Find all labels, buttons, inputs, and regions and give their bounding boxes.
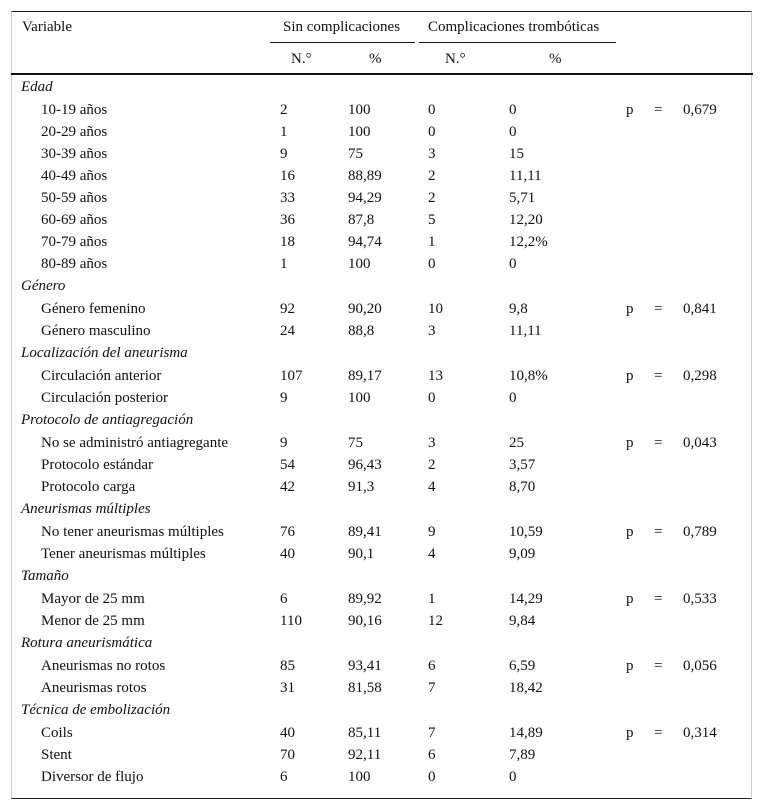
cell-pct-no-complications: 89,41	[348, 524, 382, 540]
cell-n-no-complications: 1	[280, 256, 288, 272]
p-value: 0,043	[683, 435, 717, 451]
row-label: 50-59 años	[41, 190, 108, 206]
row-label: Menor de 25 mm	[41, 613, 145, 629]
cell-pct-no-complications: 75	[348, 146, 363, 162]
cell-pct-thrombotic: 0	[509, 124, 517, 140]
cell-pct-no-complications: 87,8	[348, 212, 375, 228]
cell-n-no-complications: 9	[280, 390, 288, 406]
cell-n-no-complications: 110	[280, 613, 302, 629]
table-row	[0, 432, 764, 454]
section-title: Aneurismas múltiples	[21, 501, 151, 517]
cell-pct-thrombotic: 9,8	[509, 301, 528, 317]
row-label: 10-19 años	[41, 102, 108, 118]
cell-pct-thrombotic: 12,20	[509, 212, 543, 228]
cell-pct-no-complications: 91,3	[348, 479, 375, 495]
cell-n-no-complications: 70	[280, 747, 295, 763]
row-label: Mayor de 25 mm	[41, 591, 145, 607]
p-value: 0,841	[683, 301, 717, 317]
cell-pct-thrombotic: 25	[509, 435, 524, 451]
cell-n-no-complications: 36	[280, 212, 295, 228]
header-group-no-complications: Sin complicaciones	[283, 19, 401, 35]
table-row	[0, 365, 764, 387]
section-header	[0, 275, 764, 297]
table-row	[0, 187, 764, 209]
cell-n-no-complications: 54	[280, 457, 295, 473]
cell-n-thrombotic: 3	[428, 323, 436, 339]
section-header	[0, 699, 764, 721]
cell-pct-no-complications: 100	[348, 256, 371, 272]
cell-pct-thrombotic: 10,59	[509, 524, 543, 540]
p-value: 0,789	[683, 524, 717, 540]
section-header	[0, 342, 764, 364]
cell-pct-no-complications: 75	[348, 435, 363, 451]
cell-pct-thrombotic: 14,29	[509, 591, 543, 607]
cell-n-thrombotic: 10	[428, 301, 443, 317]
cell-n-no-complications: 107	[280, 368, 303, 384]
cell-n-thrombotic: 1	[428, 591, 436, 607]
header-rule	[11, 73, 753, 75]
cell-n-no-complications: 16	[280, 168, 295, 184]
p-equals: =	[654, 658, 663, 674]
cell-n-thrombotic: 3	[428, 435, 436, 451]
section-header	[0, 632, 764, 654]
table-row	[0, 121, 764, 143]
p-equals: =	[654, 591, 663, 607]
cell-pct-no-complications: 94,74	[348, 234, 382, 250]
section-title: Rotura aneurismática	[21, 635, 153, 651]
p-label: p	[626, 301, 634, 317]
row-label: Género masculino	[41, 323, 151, 339]
table-row	[0, 298, 764, 320]
row-label: 20-29 años	[41, 124, 108, 140]
cell-pct-thrombotic: 0	[509, 256, 517, 272]
section-title: Protocolo de antiagregación	[21, 412, 194, 428]
section-header	[0, 409, 764, 431]
cell-pct-no-complications: 89,92	[348, 591, 382, 607]
row-label: Aneurismas no rotos	[41, 658, 166, 674]
cell-pct-no-complications: 85,11	[348, 725, 382, 741]
cell-n-thrombotic: 0	[428, 124, 436, 140]
cell-pct-thrombotic: 18,42	[509, 680, 543, 696]
cell-pct-thrombotic: 6,59	[509, 658, 536, 674]
cell-pct-no-complications: 89,17	[348, 368, 382, 384]
cell-pct-no-complications: 92,11	[348, 747, 382, 763]
p-equals: =	[654, 435, 663, 451]
cell-pct-no-complications: 88,89	[348, 168, 382, 184]
row-label: Stent	[41, 747, 72, 763]
cell-n-thrombotic: 0	[428, 769, 436, 785]
cell-n-thrombotic: 9	[428, 524, 436, 540]
cell-pct-thrombotic: 7,89	[509, 747, 536, 763]
cell-n-no-complications: 40	[280, 546, 295, 562]
cell-n-no-complications: 6	[280, 769, 288, 785]
cell-n-thrombotic: 7	[428, 725, 436, 741]
header-n-2: N.°	[445, 51, 466, 67]
cell-n-thrombotic: 5	[428, 212, 436, 228]
cell-pct-thrombotic: 0	[509, 390, 517, 406]
cell-n-thrombotic: 6	[428, 658, 436, 674]
p-label: p	[626, 368, 634, 384]
cell-n-thrombotic: 0	[428, 102, 436, 118]
row-label: Coils	[41, 725, 73, 741]
cell-pct-no-complications: 90,16	[348, 613, 382, 629]
table-row	[0, 99, 764, 121]
p-label: p	[626, 658, 634, 674]
cell-pct-thrombotic: 8,70	[509, 479, 536, 495]
section-title: Género	[21, 278, 66, 294]
cell-n-thrombotic: 4	[428, 546, 436, 562]
p-label: p	[626, 102, 634, 118]
table-row	[0, 143, 764, 165]
cell-n-no-complications: 92	[280, 301, 295, 317]
table-row	[0, 610, 764, 632]
cell-n-no-complications: 31	[280, 680, 295, 696]
row-label: Circulación posterior	[41, 390, 169, 406]
cell-pct-no-complications: 100	[348, 124, 371, 140]
row-label: Género femenino	[41, 301, 146, 317]
cell-n-thrombotic: 2	[428, 168, 436, 184]
cell-pct-thrombotic: 12,2%	[509, 234, 548, 250]
row-label: Protocolo carga	[41, 479, 136, 495]
cell-n-no-complications: 40	[280, 725, 295, 741]
table-row	[0, 588, 764, 610]
table-row	[0, 543, 764, 565]
cell-n-no-complications: 9	[280, 435, 288, 451]
row-label: No tener aneurismas múltiples	[41, 524, 224, 540]
p-value: 0,298	[683, 368, 717, 384]
cell-n-no-complications: 24	[280, 323, 295, 339]
cell-pct-thrombotic: 0	[509, 102, 517, 118]
cell-pct-thrombotic: 3,57	[509, 457, 536, 473]
table-row	[0, 320, 764, 342]
p-value: 0,314	[683, 725, 717, 741]
p-equals: =	[654, 725, 663, 741]
cell-pct-no-complications: 96,43	[348, 457, 382, 473]
cell-pct-thrombotic: 10,8%	[509, 368, 548, 384]
cell-pct-thrombotic: 11,11	[509, 323, 542, 339]
cell-n-no-complications: 1	[280, 124, 288, 140]
row-label: 80-89 años	[41, 256, 108, 272]
row-label: Protocolo estándar	[41, 457, 154, 473]
cell-pct-no-complications: 81,58	[348, 680, 382, 696]
cell-n-thrombotic: 1	[428, 234, 436, 250]
cell-pct-no-complications: 90,1	[348, 546, 375, 562]
table-row	[0, 209, 764, 231]
cell-n-thrombotic: 4	[428, 479, 436, 495]
row-label: Circulación anterior	[41, 368, 162, 384]
section-title: Localización del aneurisma	[21, 345, 188, 361]
p-label: p	[626, 435, 634, 451]
cell-pct-no-complications: 100	[348, 102, 371, 118]
cell-pct-no-complications: 93,41	[348, 658, 382, 674]
p-label: p	[626, 725, 634, 741]
cell-n-thrombotic: 3	[428, 146, 436, 162]
cell-n-no-complications: 2	[280, 102, 288, 118]
table-row	[0, 677, 764, 699]
cell-pct-thrombotic: 14,89	[509, 725, 543, 741]
row-label: 30-39 años	[41, 146, 108, 162]
table-row	[0, 387, 764, 409]
p-value: 0,533	[683, 591, 717, 607]
section-header	[0, 565, 764, 587]
cell-n-no-complications: 6	[280, 591, 288, 607]
table-row	[0, 521, 764, 543]
group2-underline	[419, 42, 616, 43]
p-equals: =	[654, 102, 663, 118]
row-label: 40-49 años	[41, 168, 108, 184]
table-row	[0, 744, 764, 766]
cell-n-no-complications: 18	[280, 234, 295, 250]
cell-n-thrombotic: 0	[428, 256, 436, 272]
cell-n-no-complications: 85	[280, 658, 295, 674]
row-label: Diversor de flujo	[41, 769, 144, 785]
row-label: Tener aneurismas múltiples	[41, 546, 206, 562]
section-title: Técnica de embolización	[21, 702, 171, 718]
cell-pct-no-complications: 100	[348, 769, 371, 785]
cell-pct-no-complications: 94,29	[348, 190, 382, 206]
table-row	[0, 454, 764, 476]
cell-n-thrombotic: 13	[428, 368, 443, 384]
cell-n-thrombotic: 2	[428, 457, 436, 473]
row-label: Aneurismas rotos	[41, 680, 147, 696]
header-group-thrombotic: Complicaciones trombóticas	[428, 19, 600, 35]
table-row	[0, 231, 764, 253]
header-variable: Variable	[22, 19, 72, 35]
p-equals: =	[654, 301, 663, 317]
cell-pct-no-complications: 88,8	[348, 323, 375, 339]
cell-n-no-complications: 76	[280, 524, 295, 540]
cell-pct-thrombotic: 5,71	[509, 190, 536, 206]
cell-n-thrombotic: 0	[428, 390, 436, 406]
row-label: 60-69 años	[41, 212, 108, 228]
cell-n-no-complications: 9	[280, 146, 288, 162]
cell-pct-thrombotic: 0	[509, 769, 517, 785]
row-label: 70-79 años	[41, 234, 108, 250]
p-equals: =	[654, 524, 663, 540]
section-title: Edad	[21, 79, 53, 95]
header-pct-2: %	[549, 51, 562, 67]
cell-n-thrombotic: 2	[428, 190, 436, 206]
section-header	[0, 498, 764, 520]
cell-n-thrombotic: 7	[428, 680, 436, 696]
cell-pct-thrombotic: 15	[509, 146, 524, 162]
p-equals: =	[654, 368, 663, 384]
table-row	[0, 165, 764, 187]
cell-pct-no-complications: 100	[348, 390, 371, 406]
cell-n-no-complications: 33	[280, 190, 295, 206]
table-row	[0, 476, 764, 498]
cell-n-thrombotic: 12	[428, 613, 443, 629]
header-n-1: N.°	[291, 51, 312, 67]
table-row	[0, 253, 764, 275]
row-label: No se administró antiagregante	[41, 435, 229, 451]
cell-pct-thrombotic: 9,84	[509, 613, 536, 629]
section-title: Tamaño	[21, 568, 69, 584]
table-row	[0, 722, 764, 744]
p-value: 0,679	[683, 102, 717, 118]
cell-n-thrombotic: 6	[428, 747, 436, 763]
p-label: p	[626, 524, 634, 540]
group1-underline	[270, 42, 415, 43]
cell-pct-thrombotic: 11,11	[509, 168, 542, 184]
section-header	[0, 76, 764, 98]
table-row	[0, 655, 764, 677]
header-pct-1: %	[369, 51, 382, 67]
p-label: p	[626, 591, 634, 607]
table-row	[0, 766, 764, 788]
p-value: 0,056	[683, 658, 717, 674]
cell-pct-no-complications: 90,20	[348, 301, 382, 317]
cell-pct-thrombotic: 9,09	[509, 546, 536, 562]
cell-n-no-complications: 42	[280, 479, 295, 495]
